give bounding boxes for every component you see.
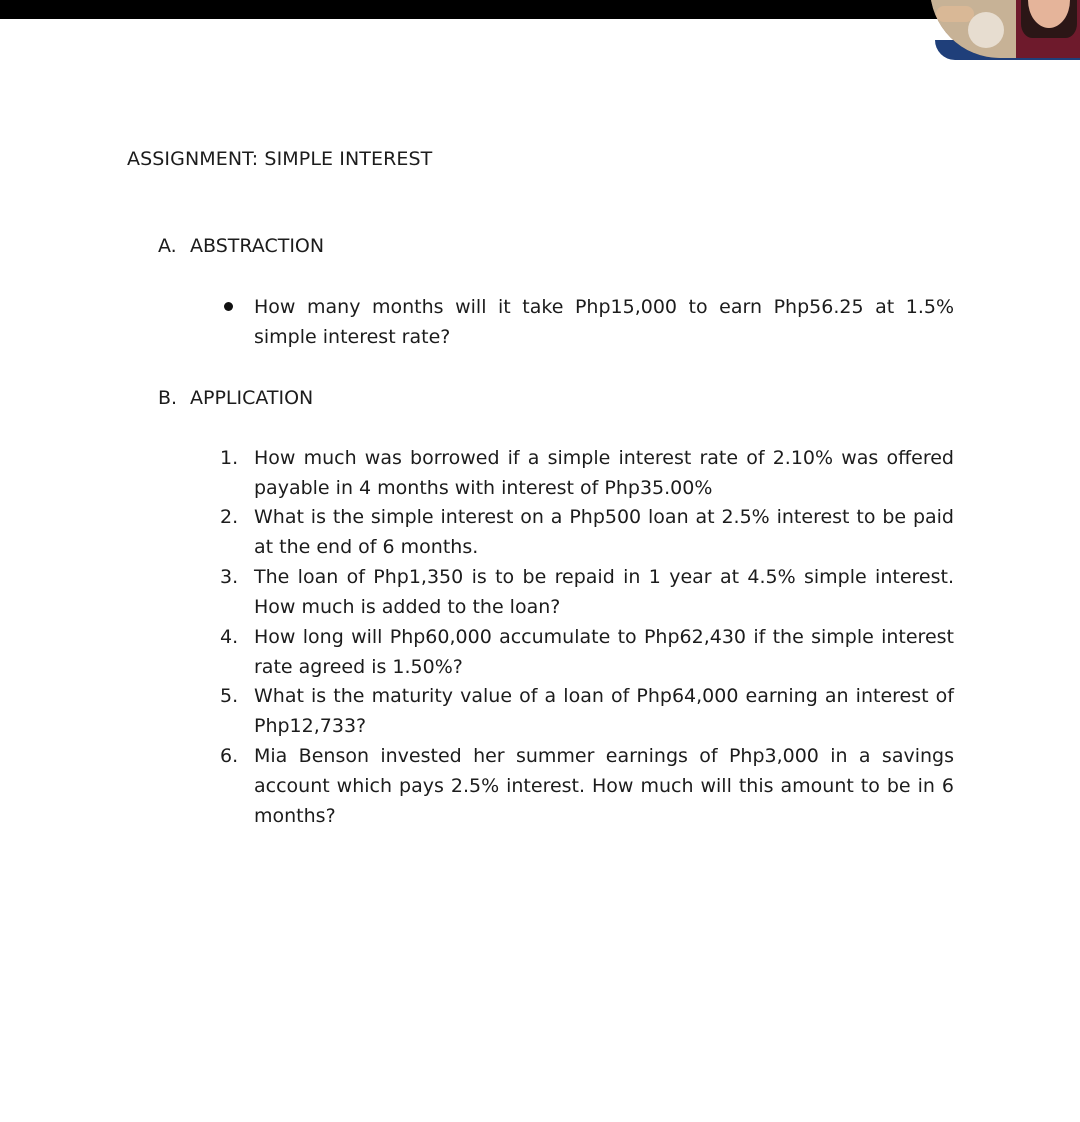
avatar[interactable] bbox=[930, 0, 1080, 58]
application-item-text: What is the simple interest on a Php500 loan at 2.5% interest to be paid at the end of 6 months. bbox=[254, 506, 954, 558]
application-item-text: How much was borrowed if a simple interest rate of 2.10% was offered payable in 4 months with interest of Php35.00% bbox=[254, 447, 954, 499]
item-number: 2. bbox=[220, 506, 239, 528]
application-item bbox=[220, 502, 954, 562]
abstraction-item-text: How many months will it take Php15,000 to earn Php56.25 at 1.5% simple interest rate? bbox=[254, 296, 954, 348]
application-item-text: What is the maturity value of a loan of Php64,000 earning an interest of Php12,733? bbox=[254, 685, 954, 737]
application-item bbox=[220, 681, 954, 741]
avatar-hand bbox=[936, 6, 974, 22]
document-title: ASSIGNMENT: SIMPLE INTEREST bbox=[127, 148, 433, 170]
section-title: ABSTRACTION bbox=[190, 235, 325, 257]
section-application-heading bbox=[158, 385, 313, 411]
abstraction-item bbox=[254, 292, 954, 352]
section-abstraction-heading bbox=[158, 233, 324, 259]
application-item-text: Mia Benson invested her summer earnings of Php3,000 in a savings account which pays 2.5% interest. How much will this amount to be in 6 months? bbox=[254, 745, 954, 827]
application-item bbox=[220, 562, 954, 622]
item-number: 1. bbox=[220, 447, 239, 469]
top-bar bbox=[0, 0, 1080, 19]
avatar-cup bbox=[968, 12, 1004, 48]
application-item bbox=[220, 741, 954, 831]
section-letter: A. bbox=[158, 235, 177, 257]
item-number: 5. bbox=[220, 685, 239, 707]
application-item bbox=[220, 443, 954, 503]
item-number: 4. bbox=[220, 626, 239, 648]
application-item-text: The loan of Php1,350 is to be repaid in 1 year at 4.5% simple interest. How much is added to the loan? bbox=[254, 566, 954, 618]
section-title: APPLICATION bbox=[190, 387, 314, 409]
section-letter: B. bbox=[158, 387, 178, 409]
item-number: 3. bbox=[220, 566, 239, 588]
bullet-icon bbox=[224, 302, 233, 311]
application-item bbox=[220, 622, 954, 682]
item-number: 6. bbox=[220, 745, 239, 767]
application-item-text: How long will Php60,000 accumulate to Php62,430 if the simple interest rate agreed is 1.50%? bbox=[254, 626, 954, 678]
